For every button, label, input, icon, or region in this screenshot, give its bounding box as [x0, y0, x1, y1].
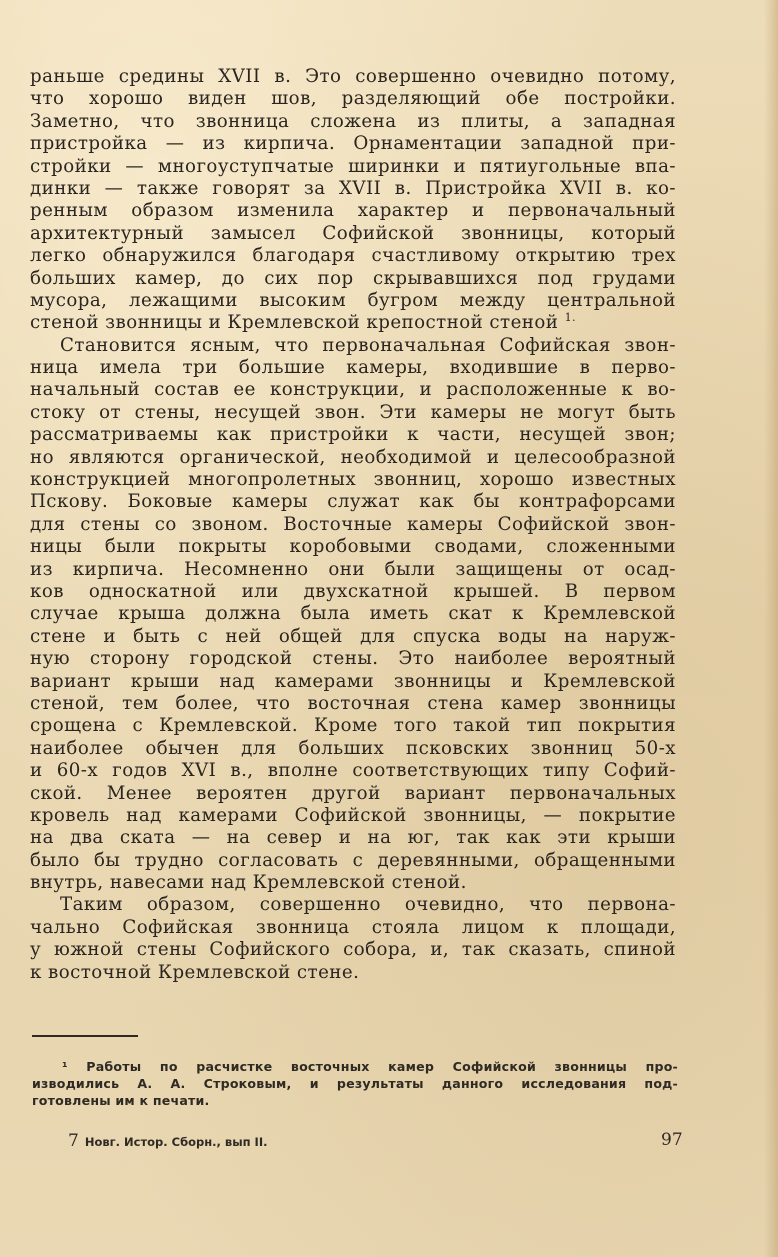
- footnote-line: изводились А. А. Строковым, и результаты данного исследования под-: [32, 1076, 678, 1091]
- text-line: ской. Менее вероятен другой вариант первоначальных: [30, 782, 676, 804]
- text-line: ренным образом изменила характер и первоначальный: [30, 200, 676, 222]
- text-line: ницы были покрыты коробовыми сводами, сложенными: [30, 536, 676, 558]
- text-line: внутрь, навесами над Кремлевской стеной.: [30, 872, 467, 894]
- text-line: чально Софийская звонница стояла лицом к площади,: [30, 916, 676, 938]
- text-line: Заметно, что звонница сложена из плиты, а западная: [30, 110, 676, 132]
- text-line: стеной, тем более, что восточная стена камер звонницы: [30, 692, 676, 714]
- footnote-line: ¹ Работы по расчистке восточных камер Софийской звонницы про-: [62, 1059, 678, 1074]
- paragraph-1: [30, 66, 676, 335]
- text-line: наиболее обычен для больших псковских звонниц 50-х: [30, 737, 676, 759]
- printer-signature: [68, 1131, 267, 1151]
- text-line: вариант крыши над камерами звонницы и Кремлевской: [30, 670, 676, 692]
- paragraph-3: [30, 894, 676, 984]
- text-line: Пскову. Боковые камеры служат как бы контрафорсами: [30, 491, 676, 513]
- text-line: срощена с Кремлевской. Кроме того такой тип покрытия: [30, 715, 676, 737]
- text-line: у южной стены Софийского собора, и, так сказать, спиной: [30, 939, 676, 961]
- text-line: ков односкатной или двухскатной крышей. В первом: [30, 580, 676, 602]
- footnote-divider: [32, 1035, 138, 1037]
- text-line: конструкцией многопролетных звонниц, хорошо известных: [30, 469, 676, 491]
- text-line: ница имела три большие камеры, входившие в перво-: [30, 357, 676, 379]
- text-line: было бы трудно согласовать с деревянными, обращенными: [30, 849, 676, 871]
- text-line: и 60-х годов XVI в., вполне соответствующих типу Софий-: [30, 760, 676, 782]
- page-edge-shadow: [764, 0, 778, 1257]
- text-line: мусора, лежащими высоким бугром между центральной: [30, 289, 676, 311]
- text-line: что хорошо виден шов, разделяющий обе постройки.: [30, 88, 676, 110]
- text-line: кровель над камерами Софийской звонницы, — покрытие: [30, 804, 676, 826]
- text-line: Таким образом, совершенно очевидно, что первона-: [60, 894, 676, 916]
- text-line: из кирпича. Несомненно они были защищены от осад-: [30, 558, 676, 580]
- text-line: начальный состав ее конструкции, и расположенные к во-: [30, 379, 676, 401]
- text-line: архитектурный замысел Софийской звонницы, который: [30, 222, 676, 244]
- text-line: рассматриваемы как пристройки к части, несущей звон;: [30, 424, 676, 446]
- text-line-content: стеной звонницы и Кремлевской крепостной стеной: [30, 312, 559, 334]
- text-line: пристройка — из кирпича. Орнаментации западной при-: [30, 133, 676, 155]
- text-line: для стены со звоном. Восточные камеры Софийской звон-: [30, 513, 676, 535]
- text-line: легко обнаружился благодаря счастливому открытию трех: [30, 245, 676, 267]
- text-line: стоку от стены, несущей звон. Эти камеры не могут быть: [30, 401, 676, 423]
- page-number: 97: [661, 1130, 683, 1150]
- text-line: раньше средины XVII в. Это совершенно очевидно потому,: [30, 66, 676, 87]
- text-line-with-footnote: [30, 312, 676, 334]
- signature-number: 7: [68, 1131, 79, 1151]
- text-line: стене и быть с ней общей для спуска воды на наруж-: [30, 625, 676, 647]
- footnote-reference: 1.: [564, 312, 576, 325]
- text-line: к восточной Кремлевской стене.: [30, 961, 360, 983]
- body-text: [30, 66, 676, 984]
- text-line: стройки — многоуступчатые ширинки и пятиугольные впа-: [30, 155, 676, 177]
- text-line: ную сторону городской стены. Это наиболее вероятный: [30, 648, 676, 670]
- text-line: динки — также говорят за XVII в. Пристройка XVII в. ко-: [30, 177, 676, 199]
- text-line: на два ската — на север и на юг, так как эти крыши: [30, 827, 676, 849]
- text-line: больших камер, до сих пор скрывавшихся под грудами: [30, 267, 676, 289]
- text-line: случае крыша должна была иметь скат к Кремлевской: [30, 603, 676, 625]
- footnote: [32, 1058, 678, 1109]
- footnote-line: готовлены им к печати.: [32, 1093, 210, 1108]
- signature-text: Новг. Истор. Сборн., вып II.: [84, 1135, 268, 1149]
- text-line: но являются органической, необходимой и целесообразной: [30, 446, 676, 468]
- text-line: Становится ясным, что первоначальная Софийская звон-: [60, 334, 676, 356]
- paragraph-2: [30, 335, 676, 895]
